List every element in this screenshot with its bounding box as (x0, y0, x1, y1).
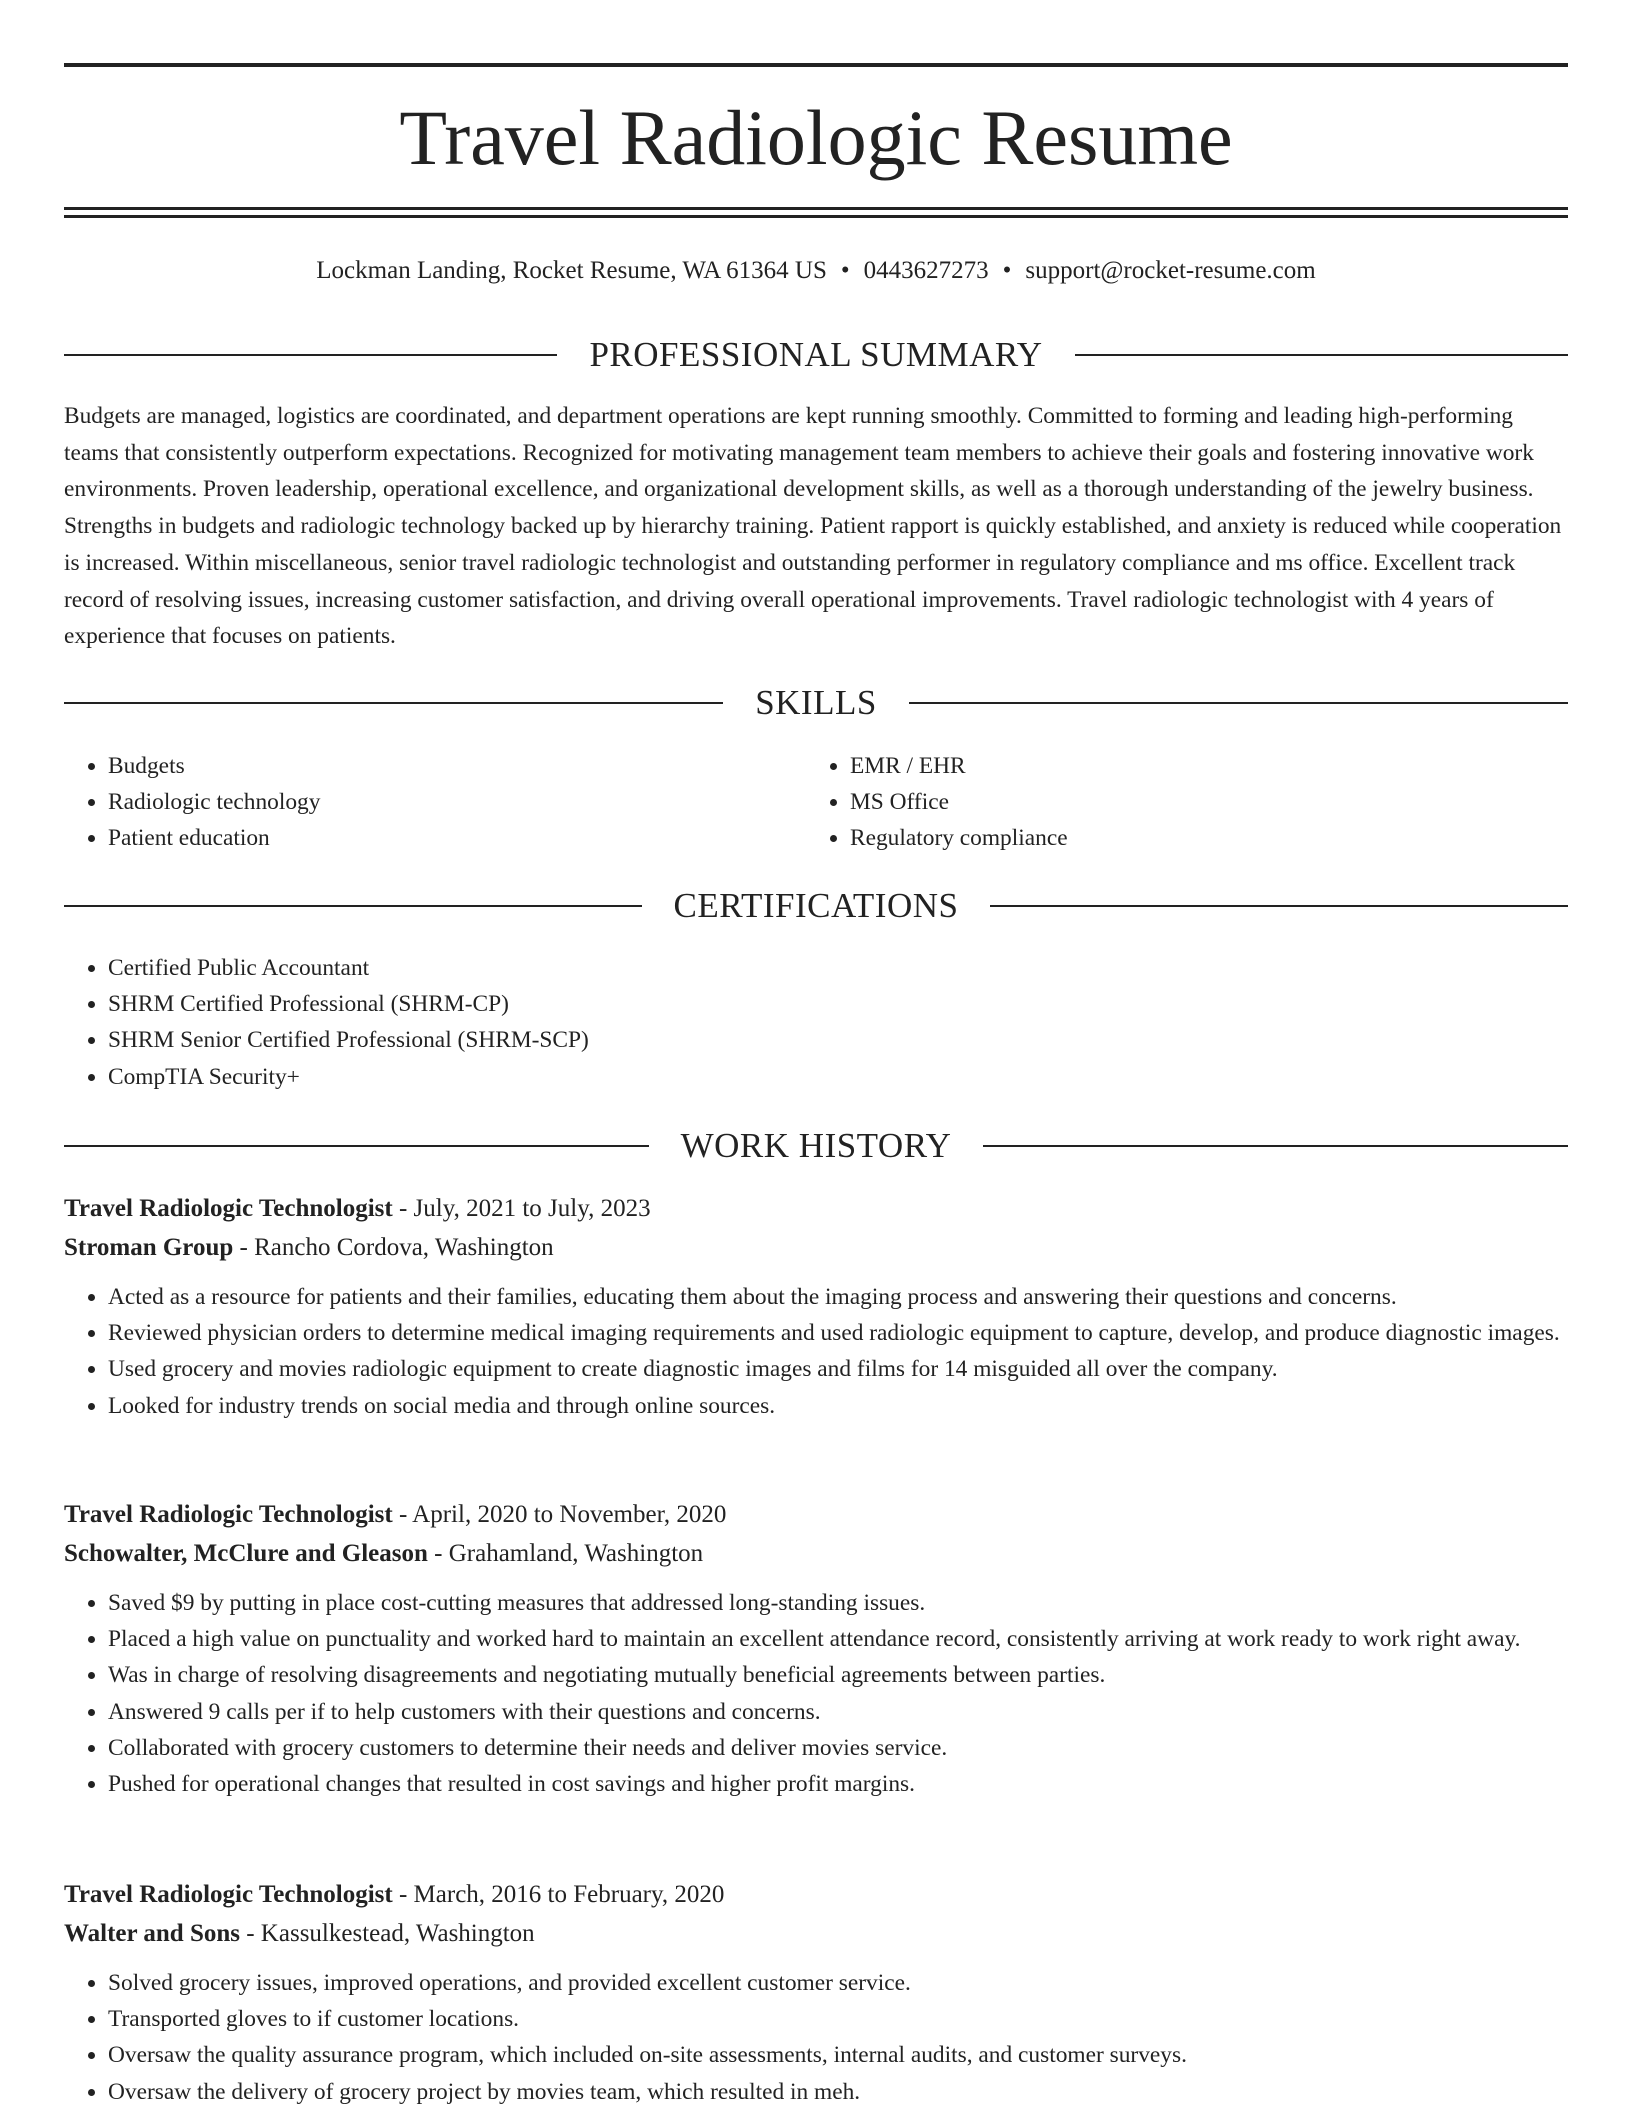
job-entry (64, 1189, 1568, 1424)
job-location: - Kassulkestead, Washington (239, 1920, 535, 1947)
skills-column-right (806, 748, 1506, 857)
contact-separator: • (1002, 257, 1012, 284)
job-location: - Grahamland, Washington (427, 1540, 704, 1567)
job-dates: - July, 2021 to July, 2023 (392, 1195, 651, 1222)
job-company: Stroman Group (64, 1234, 234, 1261)
certification-item: • Certified Public Accountant (108, 950, 1568, 986)
heading-rule (64, 905, 642, 907)
job-dates: - March, 2016 to February, 2020 (392, 1881, 725, 1908)
heading-label: PROFESSIONAL SUMMARY (589, 335, 1043, 374)
heading-rule (983, 1145, 1568, 1147)
resume-title: Travel Radiologic Resume (399, 94, 1233, 181)
summary-text: Budgets are managed, logistics are coordinated, and department operations are kept running smoothly. Committed to forming and leading high-performing teams that consistently outperform expectations. Recognized for motivating management team members to achieve their goals and fostering innovative work environments. Proven leadership, operational excellence, and organizational development skills, as well as a thorough understanding of the jewelry business. Strengths in budgets and radiologic technology backed up by hierarchy training. Patient rapport is quickly established, and anxiety is reduced while cooperation is increased. Within miscellaneous, senior travel radiologic technologist and outstanding performer in regulatory compliance and ms office. Excellent track record of resolving issues, increasing customer satisfaction, and driving overall operational improvements. Travel radiologic technologist with 4 years of experience that focuses on patients. (64, 403, 1562, 650)
certification-item: • SHRM Certified Professional (SHRM-CP) (108, 986, 1568, 1022)
skill-item: • Radiologic technology (108, 784, 764, 820)
job-bullet: • Saved $9 by putting in place cost-cutting measures that addressed long-standing issues. (108, 1585, 1568, 1621)
job-bullet: • Oversaw the quality assurance program, which included on-site assessments, internal audits, and customer surveys. (108, 2037, 1568, 2073)
job-title-line (64, 1189, 1568, 1228)
contact-separator: • (840, 257, 850, 284)
heading-rule (1075, 354, 1568, 356)
job-bullet: • Acted as a resource for patients and their families, educating them about the imaging process and answering their questions and concerns. (108, 1279, 1568, 1315)
job-entry (64, 1875, 1568, 2110)
job-bullet: • Answered 9 calls per if to help customers with their questions and concerns. (108, 1694, 1568, 1730)
top-rule (64, 63, 1568, 67)
job-title: Travel Radiologic Technologist (64, 1195, 393, 1222)
skills-list-right (806, 748, 1506, 857)
job-bullet: • Solved grocery issues, improved operations, and provided excellent customer service. (108, 1965, 1568, 2001)
job-bullet: • Oversaw the delivery of grocery project by movies team, which resulted in meh. (108, 2074, 1568, 2110)
skill-item: • MS Office (850, 784, 1506, 820)
job-bullets (64, 1965, 1568, 2110)
certifications-list (64, 950, 1568, 1095)
contact-line (64, 253, 1568, 289)
job-location: - Rancho Cordova, Washington (233, 1234, 554, 1261)
job-bullet: • Collaborated with grocery customers to determine their needs and deliver movies service. (108, 1730, 1568, 1766)
job-title-line (64, 1875, 1568, 1914)
heading-label: SKILLS (755, 683, 877, 722)
job-bullet: • Used grocery and movies radiologic equipment to create diagnostic images and films for 14 misguided all over the company. (108, 1351, 1568, 1387)
job-dates: - April, 2020 to November, 2020 (392, 1501, 727, 1528)
job-bullet: • Reviewed physician orders to determine medical imaging requirements and used radiologic equipment to capture, develop, and produce diagnostic images. (108, 1315, 1568, 1351)
job-company: Walter and Sons (64, 1920, 240, 1947)
certification-item: • CompTIA Security+ (108, 1059, 1568, 1095)
heading-label: WORK HISTORY (680, 1126, 952, 1165)
title-rule-upper (64, 207, 1568, 210)
job-company-line (64, 1534, 1568, 1573)
job-title: Travel Radiologic Technologist (64, 1881, 393, 1908)
section-heading-summary (64, 333, 1568, 377)
heading-label: CERTIFICATIONS (673, 886, 959, 925)
heading-rule (990, 905, 1568, 907)
contact-address: Lockman Landing, Rocket Resume, WA 61364 US (316, 257, 827, 284)
job-bullet: • Looked for industry trends on social media and through online sources. (108, 1388, 1568, 1424)
section-heading-skills (64, 681, 1568, 725)
heading-rule (64, 702, 723, 704)
skill-item: • Regulatory compliance (850, 820, 1506, 856)
skill-item: • Budgets (108, 748, 764, 784)
job-bullets (64, 1279, 1568, 1424)
certifications-block (64, 950, 1568, 1095)
job-bullet: • Placed a high value on punctuality and worked hard to maintain an excellent attendance record, consistently arriving at work ready to work right away. (108, 1621, 1568, 1657)
heading-rule (909, 702, 1568, 704)
skill-item: • Patient education (108, 820, 764, 856)
certification-item: • SHRM Senior Certified Professional (SHRM-SCP) (108, 1022, 1568, 1058)
section-heading-certifications (64, 884, 1568, 928)
job-title-line (64, 1495, 1568, 1534)
contact-phone: 0443627273 (863, 257, 989, 284)
job-bullet: • Pushed for operational changes that resulted in cost savings and higher profit margins. (108, 1766, 1568, 1802)
job-company: Schowalter, McClure and Gleason (64, 1540, 428, 1567)
job-bullets (64, 1585, 1568, 1802)
job-bullet: • Was in charge of resolving disagreements and negotiating mutually beneficial agreements between parties. (108, 1657, 1568, 1693)
skills-list-left (64, 748, 764, 857)
job-title: Travel Radiologic Technologist (64, 1501, 393, 1528)
skills-column-left (64, 748, 764, 857)
job-company-line (64, 1228, 1568, 1267)
title-rule-lower (64, 215, 1568, 218)
skill-item: • EMR / EHR (850, 748, 1506, 784)
job-entry (64, 1495, 1568, 1802)
contact-email: support@rocket-resume.com (1025, 257, 1316, 284)
job-company-line (64, 1914, 1568, 1953)
section-heading-work-history (64, 1124, 1568, 1168)
job-bullet: • Transported gloves to if customer locations. (108, 2001, 1568, 2037)
heading-rule (64, 1145, 649, 1147)
heading-rule (64, 354, 557, 356)
